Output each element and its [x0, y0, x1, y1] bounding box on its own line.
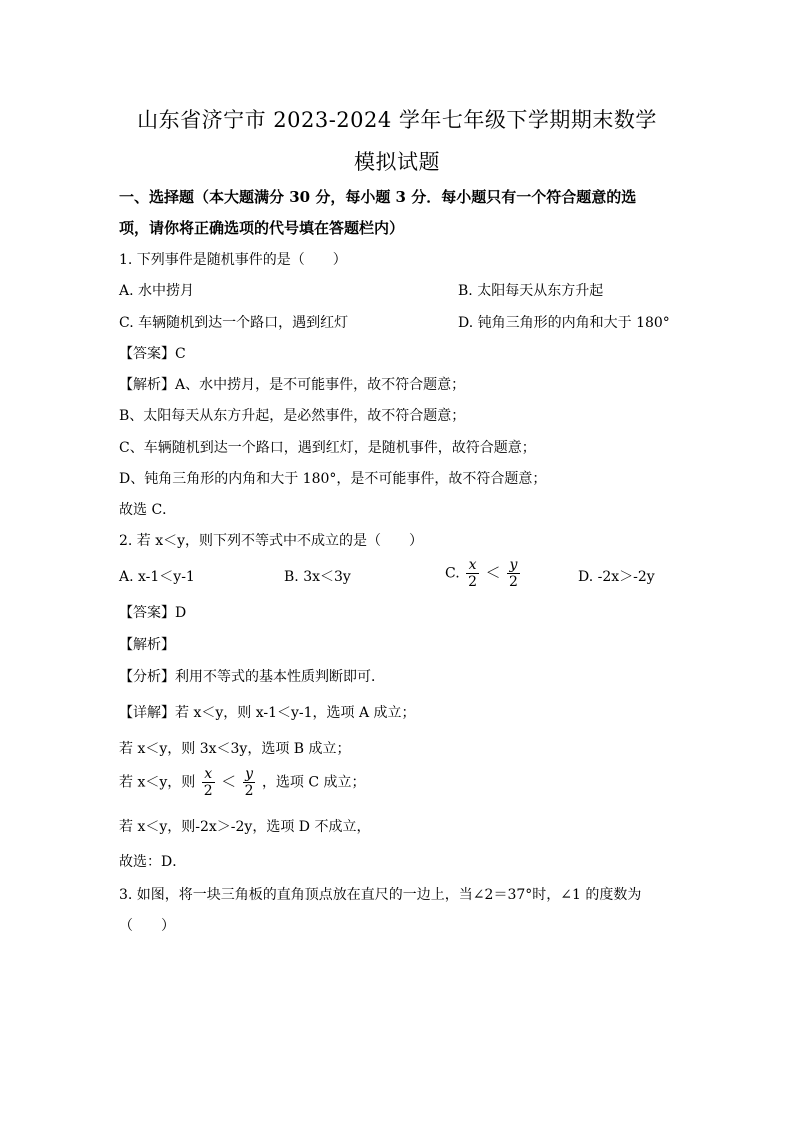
- q2-option-c-label: C.: [445, 565, 460, 582]
- fraction-numerator: x: [466, 557, 479, 574]
- q1-analysis-4: D、钝角三角形的内角和大于 180°，是不可能事件，故不符合题意；: [119, 471, 547, 487]
- q2-detail-1: 【详解】若 x＜y，则 x-1＜y-1，选项 A 成立；: [119, 705, 416, 721]
- q2-option-d: D. -2x＞-2y: [578, 569, 655, 585]
- q2-detail-3: [119, 766, 366, 799]
- q2-fenxi: 【分析】利用不等式的基本性质判断即可．: [119, 669, 385, 685]
- q1-option-c: C. 车辆随机到达一个路口，遇到红灯: [119, 315, 349, 331]
- q2-detail-3-post: ，选项 C 成立；: [261, 774, 366, 791]
- fraction-denominator: 2: [244, 783, 254, 799]
- q2-detail-3-fraction-left: [202, 766, 215, 799]
- q2-option-a: A. x-1＜y-1: [119, 569, 195, 585]
- document-title-line1: 山东省济宁市 2023-2024 学年七年级下学期期末数学: [137, 108, 657, 132]
- q1-option-a: A. 水中捞月: [119, 283, 195, 299]
- q3-stem-line1: 3. 如图，将一块三角板的直角顶点放在直尺的一边上，当∠2＝37°时，∠1 的度数为: [119, 887, 642, 903]
- q2-stem: 2. 若 x＜y，则下列不等式中不成立的是（ ）: [119, 533, 424, 549]
- q1-conclusion: 故选 C．: [119, 502, 177, 518]
- q1-analysis-3: C、车辆随机到达一个路口，遇到红灯，是随机事件，故符合题意；: [119, 440, 536, 456]
- q2-detail-3-fraction-right: [243, 766, 256, 799]
- q1-analysis-1: 【解析】A、水中捞月，是不可能事件，故不符合题意；: [119, 377, 466, 393]
- q2-detail-3-pre: 若 x＜y，则: [119, 774, 196, 791]
- q2-conclusion: 故选：D．: [119, 854, 187, 870]
- fraction-numerator: x: [202, 766, 215, 783]
- q2-detail-3-relation: ＜: [221, 772, 237, 791]
- q1-answer: 【答案】C: [119, 346, 186, 362]
- document-title-line2: 模拟试题: [354, 150, 440, 174]
- q1-stem: 1. 下列事件是随机事件的是（ ）: [119, 252, 347, 268]
- q2-option-c-fraction-right: [507, 557, 520, 590]
- q2-detail-2: 若 x＜y，则 3x＜3y，选项 B 成立；: [119, 741, 351, 757]
- q1-option-b: B. 太阳每天从东方升起: [458, 283, 604, 299]
- section-heading-line1: 一、选择题（本大题满分 30 分，每小题 3 分．每小题只有一个符合题意的选: [119, 188, 637, 206]
- section-heading-line2: 项，请你将正确选项的代号填在答题栏内）: [119, 219, 405, 237]
- q2-option-c: [445, 557, 522, 590]
- q2-detail-4: 若 x＜y，则-2x＞-2y，选项 D 不成立，: [119, 819, 371, 835]
- q1-option-d: D. 钝角三角形的内角和大于 180°: [458, 315, 670, 331]
- fraction-denominator: 2: [468, 574, 478, 590]
- fraction-denominator: 2: [203, 783, 213, 799]
- fraction-numerator: y: [507, 557, 520, 574]
- q2-option-b: B. 3x＜3y: [284, 569, 351, 585]
- q2-option-c-fraction-left: [466, 557, 479, 590]
- q2-analysis-label: 【解析】: [119, 637, 175, 653]
- q2-option-c-relation: ＜: [485, 563, 501, 582]
- fraction-denominator: 2: [508, 574, 518, 590]
- q2-answer: 【答案】D: [119, 605, 187, 621]
- q3-stem-line2: （ ）: [119, 918, 175, 934]
- fraction-numerator: y: [243, 766, 256, 783]
- q1-analysis-2: B、太阳每天从东方升起，是必然事件，故不符合题意；: [119, 408, 466, 424]
